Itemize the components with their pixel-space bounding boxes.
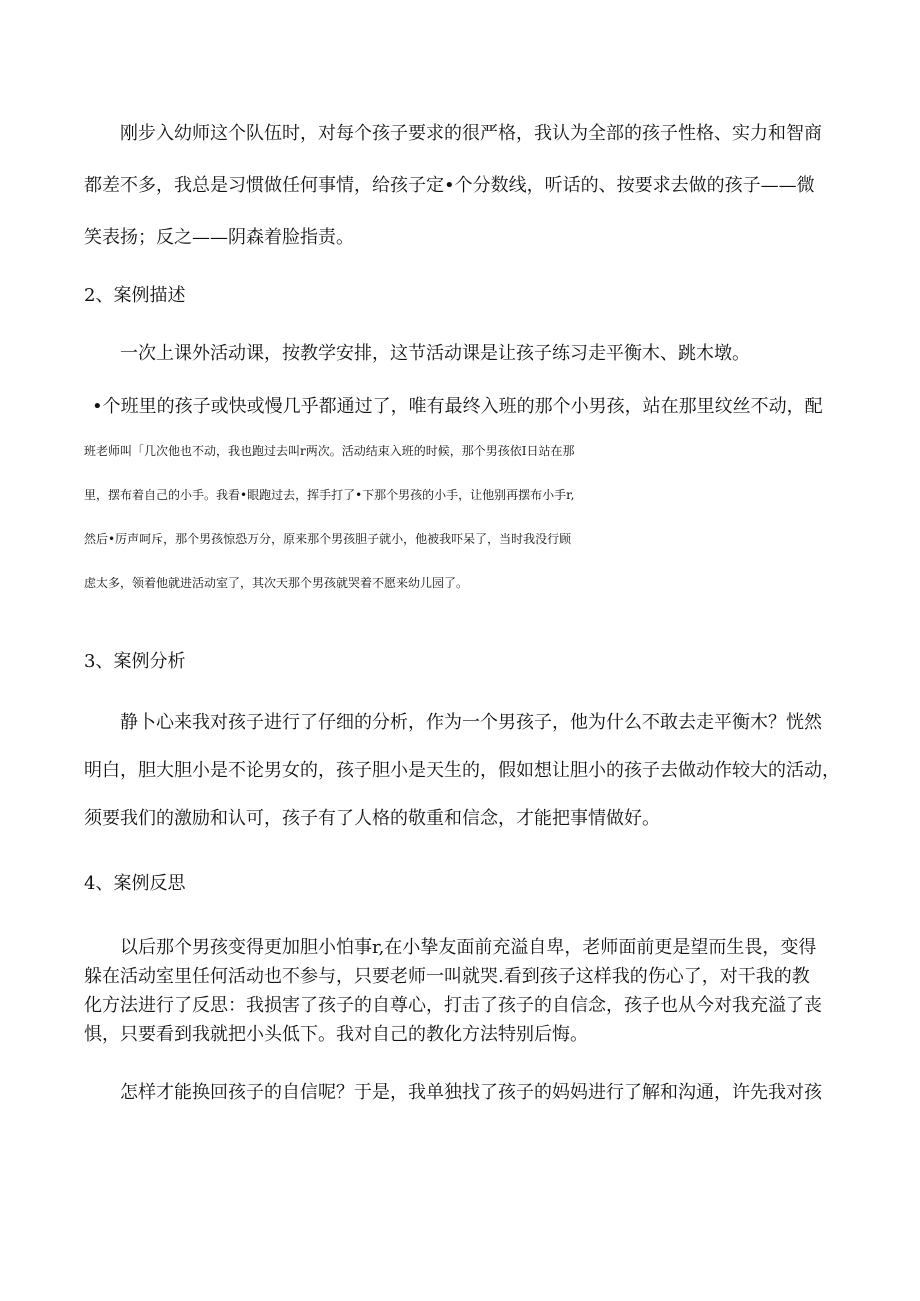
text-line: 以后那个男孩变得更加胆小怕事r,在小挚友面前充溢自卑，老师面前更是望而生畏，变得 xyxy=(84,937,817,958)
description-paragraph-1 xyxy=(84,345,844,363)
text-line: 班老师叫「几次他也不动，我也跑过去叫r两次。活动结束入班的时候，那个男孩依I日站在那 xyxy=(84,444,575,458)
text-line: 躲在活动室里任何活动也不参与，只要老师一叫就哭.看到孩子这样我的伤心了，对干我的教 xyxy=(84,966,810,987)
text-line: 刚步入幼师这个队伍时，对每个孩子要求的很严格，我认为全部的孩子性格、实力和智商 xyxy=(84,123,822,144)
section-heading-case-description: 2、案例描述 xyxy=(84,285,186,306)
text-line: 然后•厉声呵斥，那个男孩惊恐万分，原来那个男孩胆子就小，他被我吓呆了，当时我没行顾 xyxy=(84,532,572,546)
text-line: 怎样才能换回孩子的自信呢？于是，我单独找了孩子的妈妈进行了解和沟通，许先我对孩 xyxy=(84,1082,822,1103)
text-line: •个班里的孩子或快或慢几乎都通过了，唯有最终入班的那个小男孩，站在那里纹丝不动，配 xyxy=(92,396,823,417)
section-heading-case-reflection: 4、案例反思 xyxy=(84,873,186,894)
text-line: 化方法进行了反思：我损害了孩子的自尊心，打击了孩子的自信念，孩子也从今对我充溢了丧 xyxy=(84,995,822,1016)
text-line: 一次上课外活动课，按教学安排，这节活动课是让孩子练习走平衡木、跳木墩。 xyxy=(84,343,750,364)
text-line: 笑表扬；反之——阴森着脸指责。 xyxy=(84,227,354,248)
text-line: 都差不多，我总是习惯做任何事情，给孩子定•个分数线，听话的、按要求去做的孩子——微 xyxy=(84,175,815,196)
text-line: 惧，只要看到我就把小头低下。我对自己的教化方法特别后悔。 xyxy=(84,1024,588,1045)
text-line: 里，摆布着自己的小手。我看•眼跑过去，挥手打了•下那个男孩的小手，让他别再摆布小手r, xyxy=(84,488,575,502)
text-line: 明白，胆大胆小是不论男女的，孩子胆小是天生的，假如想让胆小的孩子去做动作较大的活动， xyxy=(84,760,840,781)
text-line: 须要我们的激励和认可，孩子有了人格的敬重和信念，才能把事情做好。 xyxy=(84,808,660,829)
analysis-paragraph xyxy=(84,714,844,828)
text-line: 虑太多，领着他就进活动室了，其次天那个男孩就哭着不愿来幼儿园了。 xyxy=(84,576,469,590)
description-paragraph-2 xyxy=(84,396,852,592)
section-heading-case-analysis: 3、案例分析 xyxy=(84,651,186,672)
text-line: 静卜心来我对孩子进行了仔细的分析，作为一个男孩子，他为什么不敢去走平衡木？恍然 xyxy=(84,712,822,733)
reflection-paragraph-1 xyxy=(84,939,844,1044)
reflection-paragraph-2 xyxy=(84,1084,844,1102)
intro-paragraph xyxy=(84,125,844,247)
